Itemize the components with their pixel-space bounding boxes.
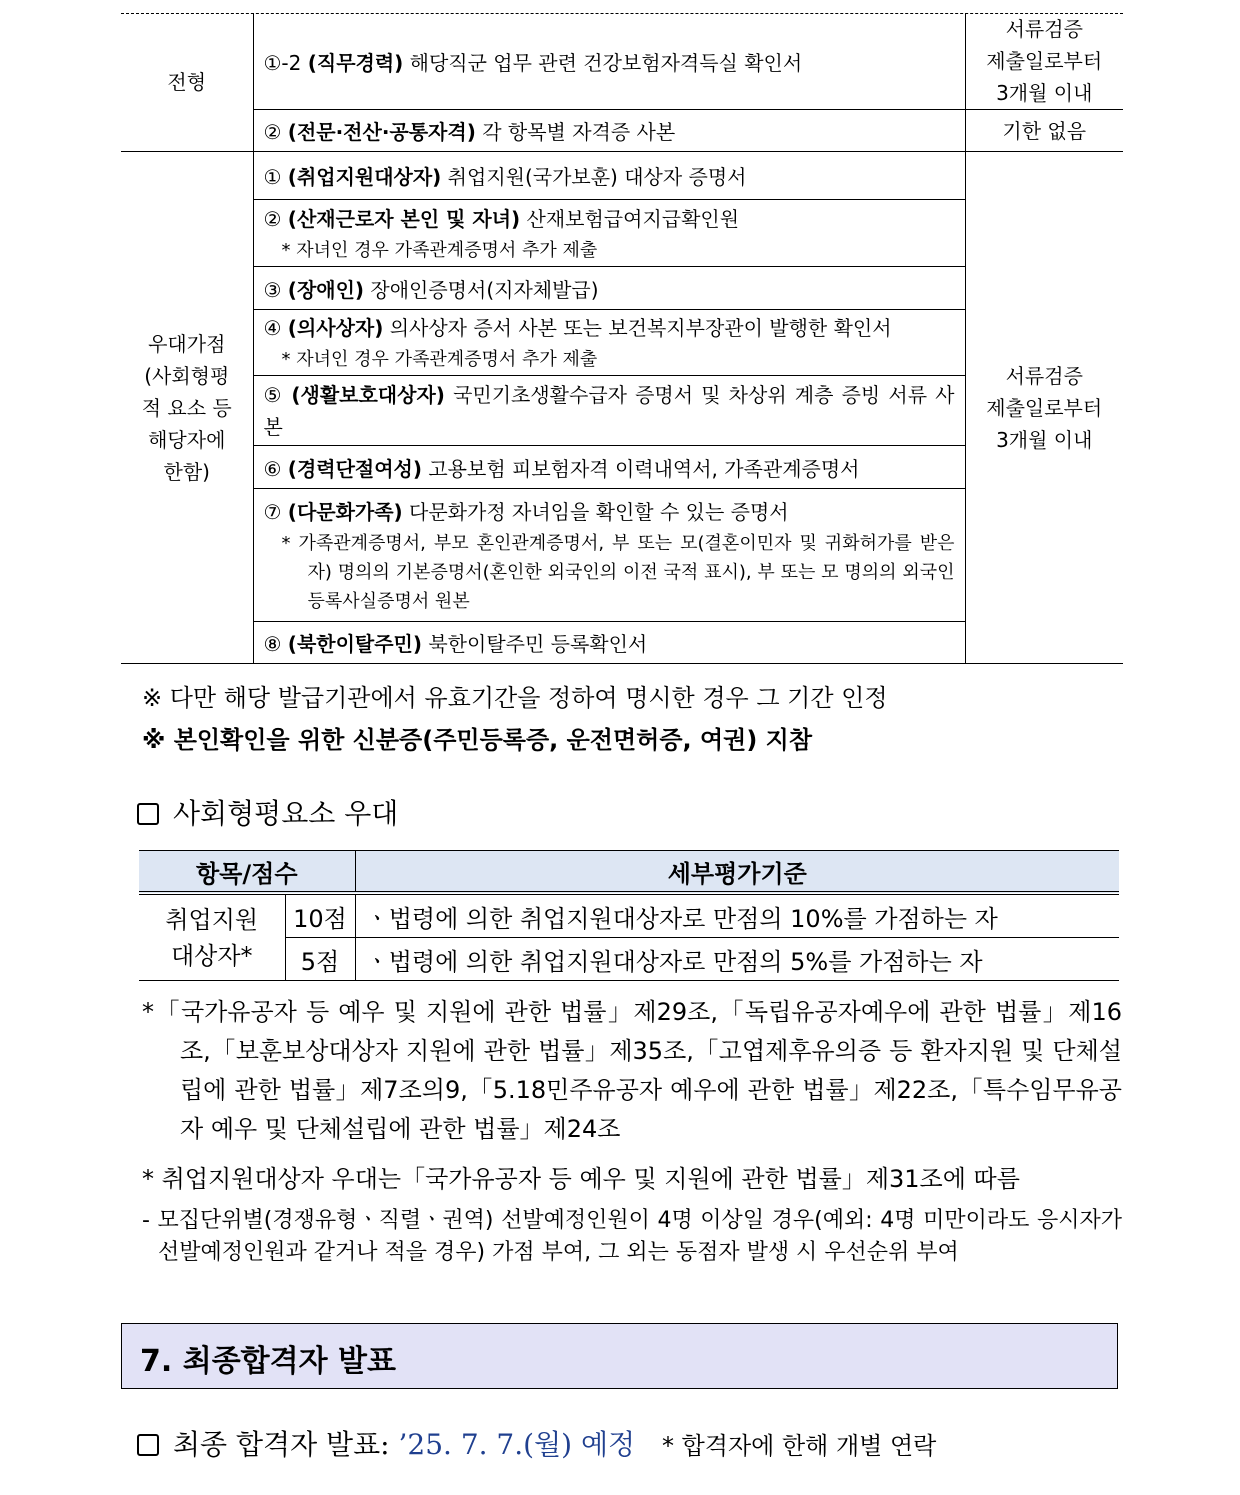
doc-row-career: ①-2 (직무경력) 해당직군 업무 관련 건강보험자격득실 확인서: [253, 13, 965, 110]
social-section-heading: 사회형평요소 우대: [137, 792, 398, 832]
criteria-10: ㆍ법령에 의한 취업지원대상자로 만점의 10%를 가점하는 자: [355, 893, 1119, 938]
final-announcement: 최종 합격자 발표: ’25. 7. 7.(월) 예정 * 합격자에 한해 개별 연락: [137, 1423, 936, 1463]
pref-item-3: ③ (장애인) 장애인증명서(지자체발급): [253, 267, 965, 310]
announce-note: * 합격자에 한해 개별 연락: [661, 1432, 937, 1460]
table-row: [121, 152, 1123, 200]
section7-banner: [121, 1323, 1118, 1389]
pref-item-7: ⑦ (다문화가족) 다문화가정 자녀임을 확인할 수 있는 증명서 * 가족관계증명서, 부모 혼인관계증명서, 부 또는 모(결혼이민자 및 귀화허가를 받은 자) 명의의 기본증명서(혼인한 외국인의 이전 국적 표시), 부 또는 모 명의의 외국인 등록사실증명서 원본: [253, 489, 965, 622]
note-validity: ※ 다만 해당 발급기관에서 유효기간을 정하여 명시한 경우 그 기간 인정: [142, 684, 888, 712]
pref-item-5: ⑤ (생활보호대상자) 국민기초생활수급자 증명서 및 차상위 계층 증빙 서류 사본: [253, 376, 965, 446]
section7-title: 7. 최종합격자 발표: [140, 1344, 397, 1379]
category-preference: 우대가점 (사회형평 적 요소 등 해당자에 한함): [121, 152, 253, 664]
pref-item-4: ④ (의사상자) 의사상자 증서 사본 또는 보건복지부장관이 발행한 확인서 * 자녀인 경우 가족관계증명서 추가 제출: [253, 310, 965, 376]
table-row: [139, 893, 1119, 938]
deadline-career: 서류검증 제출일로부터 3개월 이내: [965, 13, 1123, 110]
documents-table: [121, 13, 1123, 664]
deadline-preference: 서류검증 제출일로부터 3개월 이내: [965, 152, 1123, 664]
footnote-article31: * 취업지원대상자 우대는「국가유공자 등 예우 및 지원에 관한 법률」제31조에 따름: [142, 1165, 1020, 1193]
points-10: 10점: [285, 893, 355, 938]
footnote-condition: - 모집단위별(경쟁유형ㆍ직렬ㆍ권역) 선발예정인원이 4명 이상일 경우(예외: 4명 미만이라도 응시자가 선발예정인원과 같거나 적을 경우) 가점 부여, 그 외는 동점자 발생 시 우선순위 부여: [142, 1208, 1122, 1265]
pref-item-8: ⑧ (북한이탈주민) 북한이탈주민 등록확인서: [253, 622, 965, 664]
note-id-required: ※ 본인확인을 위한 신분증(주민등록증, 운전면허증, 여권) 지참: [142, 726, 813, 754]
footnote-laws: *「국가유공자 등 예우 및 지원에 관한 법률」제29조,「독립유공자예우에 관한 법률」제16조,「보훈보상대상자 지원에 관한 법률」제35조,「고엽제후유의증 등 환자지원 및 단체설립에 관한 법률」제7조의9,「5.18민주유공자 예우에 관한 법률」제22조,「특수임무유공자 예우 및 단체설립에 관한 법률」제24조: [142, 998, 1122, 1143]
deadline-certificate: 기한 없음: [965, 110, 1123, 152]
pref-item-6: ⑥ (경력단절여성) 고용보험 피보험자격 이력내역서, 가족관계증명서: [253, 446, 965, 489]
criteria-5: ㆍ법령에 의한 취업지원대상자로 만점의 5%를 가점하는 자: [355, 938, 1119, 981]
table-row: [121, 110, 1123, 152]
pref-item-1: ① (취업지원대상자) 취업지원(국가보훈) 대상자 증명서: [253, 152, 965, 200]
category-screening: 전형: [121, 13, 253, 152]
table-header-row: [139, 851, 1119, 894]
category-employment-support: 취업지원 대상자*: [139, 893, 285, 981]
checkbox-square-icon: [137, 1434, 159, 1456]
pref-item-2: ② (산재근로자 본인 및 자녀) 산재보험급여지급확인원 * 자녀인 경우 가족관계증명서 추가 제출: [253, 200, 965, 267]
header-item-points: 항목/점수: [139, 851, 355, 894]
doc-row-certificate: ② (전문·전산·공통자격) 각 항목별 자격증 사본: [253, 110, 965, 152]
table-row: [139, 938, 1119, 981]
points-5: 5점: [285, 938, 355, 981]
table-row: [121, 13, 1123, 110]
checkbox-square-icon: [137, 803, 159, 825]
header-criteria: 세부평가기준: [355, 851, 1119, 894]
social-equity-table: [139, 850, 1119, 981]
announce-date: ’25. 7. 7.(월) 예정: [398, 1428, 636, 1461]
